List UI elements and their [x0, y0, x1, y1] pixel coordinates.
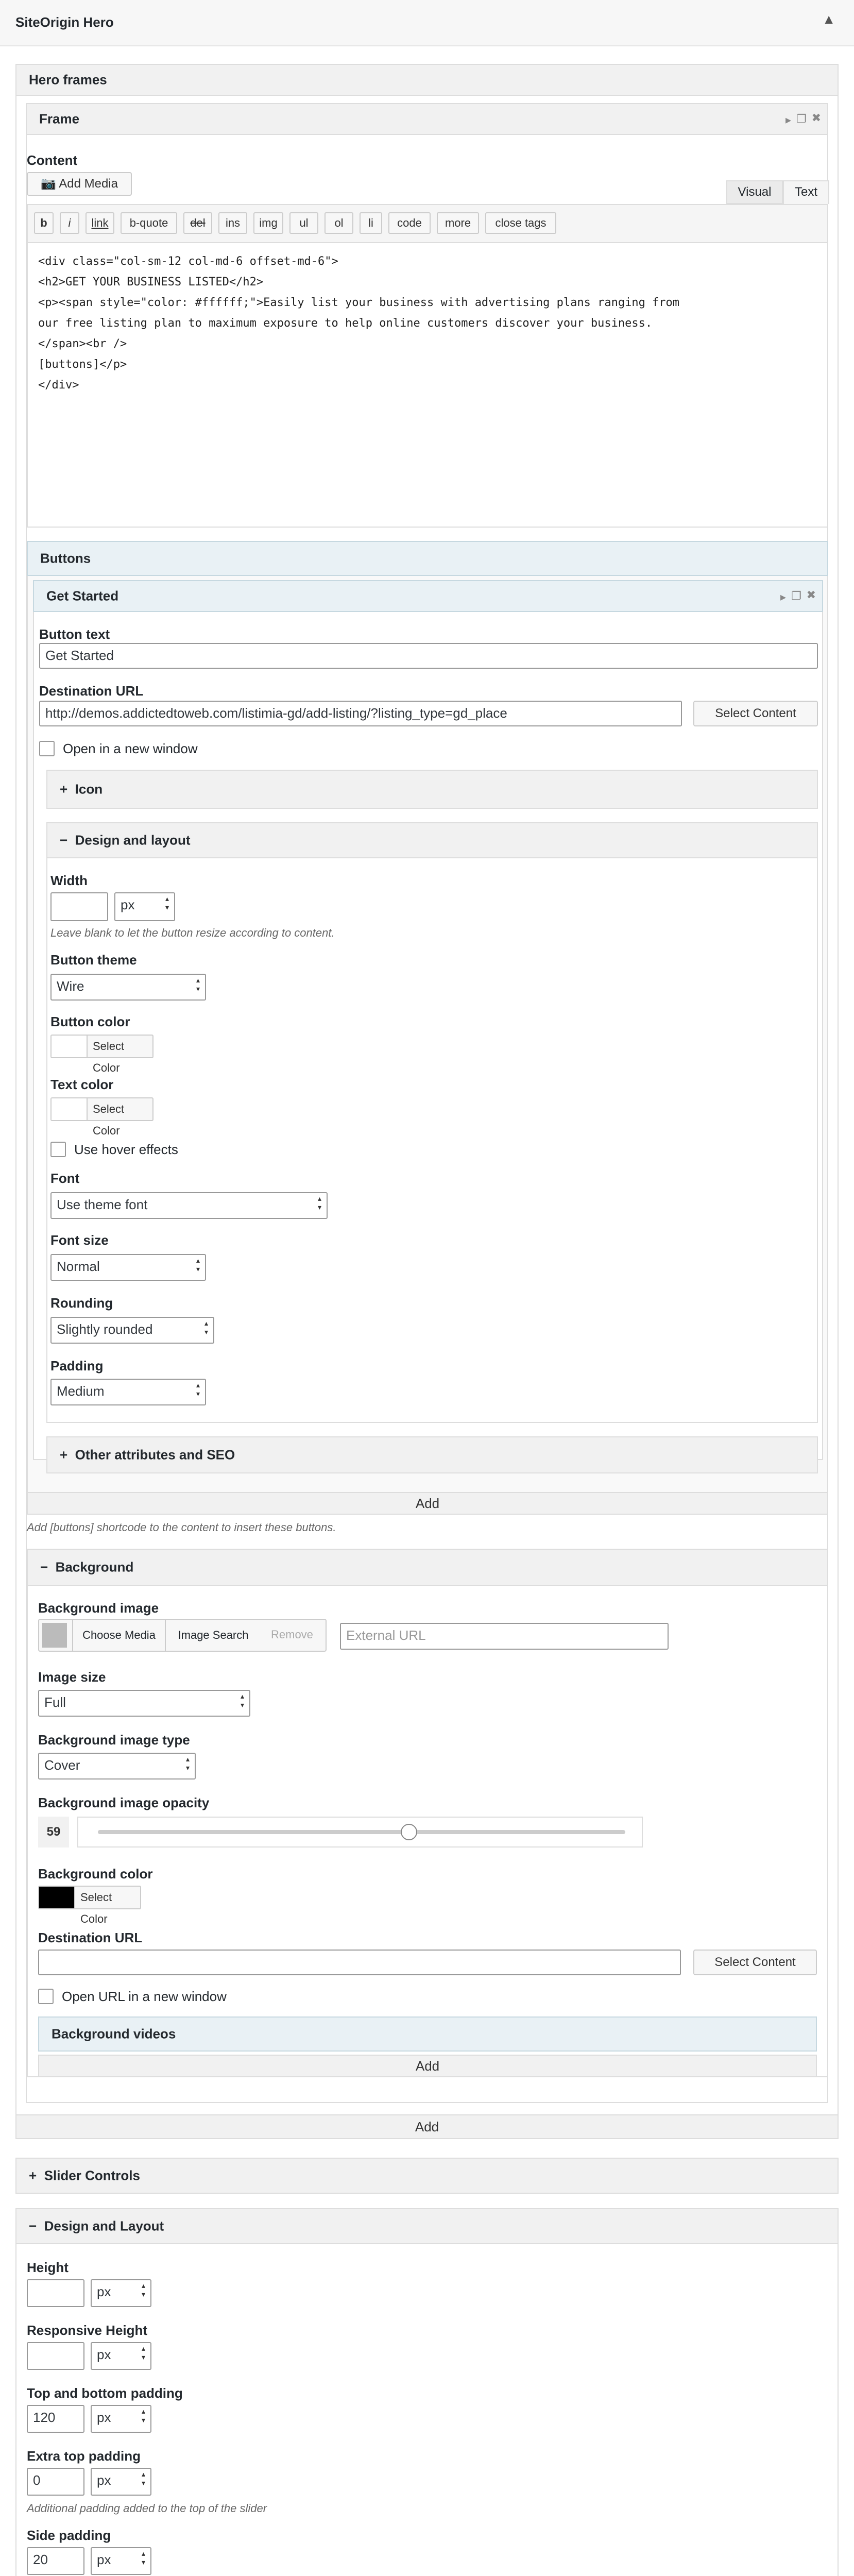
- quicktag-ins-button[interactable]: ins: [218, 212, 247, 234]
- opacity-slider-handle[interactable]: [401, 1824, 417, 1840]
- image-search-button[interactable]: Image Search: [165, 1620, 261, 1651]
- image-size-select[interactable]: Full ▴ ▾: [38, 1690, 250, 1717]
- delete-icon[interactable]: ✖: [806, 588, 816, 601]
- frame-title: Frame: [39, 111, 80, 127]
- buttons-header[interactable]: [27, 541, 828, 576]
- media-icon: 📷: [41, 177, 59, 191]
- quicktag-link-button[interactable]: link: [86, 212, 114, 234]
- opacity-value: 59: [38, 1817, 69, 1848]
- collapse-icon[interactable]: ▲: [822, 11, 835, 27]
- quicktag-li-button[interactable]: li: [360, 212, 382, 234]
- collapse-icon: −: [29, 2218, 44, 2234]
- background-section-header[interactable]: − Background: [27, 1549, 828, 1586]
- background-color-picker[interactable]: Select Color: [38, 1886, 141, 1909]
- color-swatch: [52, 1098, 88, 1120]
- tab-visual[interactable]: Visual: [726, 180, 783, 204]
- add-video-button[interactable]: Add: [38, 2055, 817, 2077]
- width-label: Width: [50, 873, 88, 888]
- image-size-label: Image size: [38, 1669, 106, 1685]
- extra-top-label: Extra top padding: [27, 2448, 141, 2464]
- quicktag-b-quote-button[interactable]: b-quote: [121, 212, 177, 234]
- font-label: Font: [50, 1171, 80, 1186]
- quicktag-close-tags-button[interactable]: close tags: [485, 212, 556, 234]
- background-color-label: Background color: [38, 1866, 153, 1882]
- background-image-label: Background image: [38, 1600, 159, 1616]
- bg-new-window-checkbox[interactable]: [38, 1989, 54, 2004]
- destination-url-input[interactable]: http://demos.addictedtoweb.com/listimia-gd/add-listing/?listing_type=gd_place: [39, 701, 682, 726]
- side-padding-input[interactable]: 20: [27, 2547, 84, 2575]
- quicktag-img-button[interactable]: img: [253, 212, 283, 234]
- tb-padding-unit-select[interactable]: px ▴ ▾: [91, 2405, 151, 2433]
- button-item-header[interactable]: [33, 580, 823, 612]
- tb-padding-input[interactable]: 120: [27, 2405, 84, 2433]
- choose-media-button[interactable]: Choose Media: [72, 1620, 165, 1651]
- design-section-header[interactable]: − Design and layout: [46, 822, 818, 858]
- bg-new-window-label: Open URL in a new window: [62, 1989, 227, 2004]
- quicktag-b-button[interactable]: b: [34, 212, 54, 234]
- height-unit-select[interactable]: px ▴ ▾: [91, 2279, 151, 2307]
- duplicate-icon[interactable]: ❐: [791, 589, 801, 602]
- content-textarea[interactable]: <div class="col-sm-12 col-md-6 offset-md-6"> <h2>GET YOUR BUSINESS LISTED</h2> <p><span style="color: #ffffff;">Easily list your business with advertising plans ranging from our free listing plan to maximum exposure to help online customers discover your business. </span><br /> [buttons]</p> </div>: [27, 243, 828, 528]
- button-text-label: Button text: [39, 626, 110, 642]
- button-color-picker[interactable]: Select Color: [50, 1035, 153, 1058]
- font-size-label: Font size: [50, 1232, 109, 1248]
- side-padding-label: Side padding: [27, 2528, 111, 2543]
- padding-label: Padding: [50, 1358, 104, 1374]
- quicktag-ol-button[interactable]: ol: [324, 212, 353, 234]
- add-frame-button[interactable]: Add: [15, 2114, 839, 2139]
- select-content-button[interactable]: Select Content: [693, 701, 818, 726]
- destination-url-label: Destination URL: [39, 683, 144, 699]
- expand-icon: +: [60, 1447, 75, 1463]
- rounding-label: Rounding: [50, 1295, 113, 1311]
- side-padding-unit-select[interactable]: px ▴ ▾: [91, 2547, 151, 2575]
- tab-text[interactable]: Text: [783, 180, 829, 204]
- bg-destination-url-label: Destination URL: [38, 1930, 143, 1945]
- quicktag-code-button[interactable]: code: [388, 212, 431, 234]
- text-color-picker[interactable]: Select Color: [50, 1097, 153, 1121]
- add-button-button[interactable]: Add: [27, 1492, 828, 1515]
- widget-header[interactable]: [0, 0, 854, 46]
- color-swatch: [52, 1036, 88, 1057]
- button-theme-select[interactable]: Wire ▴ ▾: [50, 974, 206, 1001]
- content-label: Content: [27, 152, 78, 168]
- padding-select[interactable]: Medium ▴ ▾: [50, 1379, 206, 1405]
- move-icon[interactable]: ▸: [780, 590, 786, 603]
- image-type-select[interactable]: Cover ▴ ▾: [38, 1753, 196, 1780]
- font-size-select[interactable]: Normal ▴ ▾: [50, 1254, 206, 1281]
- other-section-header[interactable]: + Other attributes and SEO: [46, 1436, 818, 1473]
- color-swatch: [39, 1887, 75, 1908]
- responsive-height-input[interactable]: [27, 2342, 84, 2370]
- opacity-slider[interactable]: [98, 1830, 625, 1834]
- quicktag-del-button[interactable]: del: [183, 212, 212, 234]
- collapse-icon: −: [60, 832, 75, 848]
- extra-top-input[interactable]: 0: [27, 2468, 84, 2496]
- buttons-title: Buttons: [40, 550, 91, 566]
- expand-icon: +: [60, 781, 75, 797]
- button-text-input[interactable]: Get Started: [39, 643, 818, 669]
- quicktag-ul-button[interactable]: ul: [289, 212, 318, 234]
- responsive-height-label: Responsive Height: [27, 2323, 148, 2338]
- background-videos-header[interactable]: [38, 2016, 817, 2052]
- width-input[interactable]: [50, 892, 108, 921]
- external-url-input[interactable]: External URL: [340, 1623, 669, 1650]
- width-help: Leave blank to let the button resize according to content.: [50, 926, 335, 939]
- image-placeholder-icon: [42, 1623, 67, 1648]
- text-color-label: Text color: [50, 1077, 114, 1092]
- quicktag-i-button[interactable]: i: [60, 212, 79, 234]
- quicktag-more-button[interactable]: more: [437, 212, 479, 234]
- font-select[interactable]: Use theme font ▴ ▾: [50, 1192, 328, 1219]
- hero-frames-title: Hero frames: [29, 72, 107, 88]
- button-color-label: Button color: [50, 1014, 130, 1029]
- remove-link[interactable]: Remove: [271, 1628, 313, 1641]
- rounding-select[interactable]: Slightly rounded ▴ ▾: [50, 1317, 214, 1344]
- button-item-title: Get Started: [46, 588, 119, 604]
- tb-padding-label: Top and bottom padding: [27, 2385, 183, 2401]
- extra-top-help: Additional padding added to the top of the slider: [27, 2502, 267, 2515]
- bg-destination-url-input[interactable]: [38, 1950, 681, 1975]
- expand-icon: +: [29, 2167, 44, 2183]
- height-label: Height: [27, 2260, 69, 2275]
- delete-icon[interactable]: ✖: [811, 111, 821, 124]
- bg-select-content-button[interactable]: Select Content: [693, 1950, 817, 1975]
- extra-top-unit-select[interactable]: px ▴ ▾: [91, 2468, 151, 2496]
- hero-frames-header[interactable]: [15, 64, 839, 96]
- add-media-button[interactable]: 📷 Add Media: [27, 172, 132, 196]
- widget-title: SiteOrigin Hero: [15, 14, 114, 30]
- hover-effects-label: Use hover effects: [74, 1142, 178, 1157]
- new-window-label: Open in a new window: [63, 741, 198, 756]
- frame-item-header[interactable]: [26, 103, 828, 135]
- move-icon[interactable]: ▸: [785, 113, 791, 126]
- width-unit-select[interactable]: px ▴ ▾: [114, 892, 175, 921]
- hover-effects-checkbox[interactable]: [50, 1142, 66, 1157]
- design-layout-header[interactable]: − Design and Layout: [15, 2208, 839, 2244]
- button-theme-label: Button theme: [50, 952, 137, 968]
- background-videos-title: Background videos: [52, 2026, 176, 2042]
- opacity-label: Background image opacity: [38, 1795, 210, 1810]
- image-type-label: Background image type: [38, 1732, 190, 1748]
- duplicate-icon[interactable]: ❐: [796, 112, 807, 125]
- slider-controls-header[interactable]: + Slider Controls: [15, 2158, 839, 2194]
- collapse-icon: −: [40, 1559, 56, 1575]
- buttons-help: Add [buttons] shortcode to the content to insert these buttons.: [27, 1521, 336, 1534]
- icon-section-header[interactable]: + Icon: [46, 770, 818, 809]
- new-window-checkbox[interactable]: [39, 741, 55, 756]
- responsive-height-unit-select[interactable]: px ▴ ▾: [91, 2342, 151, 2370]
- height-input[interactable]: [27, 2279, 84, 2307]
